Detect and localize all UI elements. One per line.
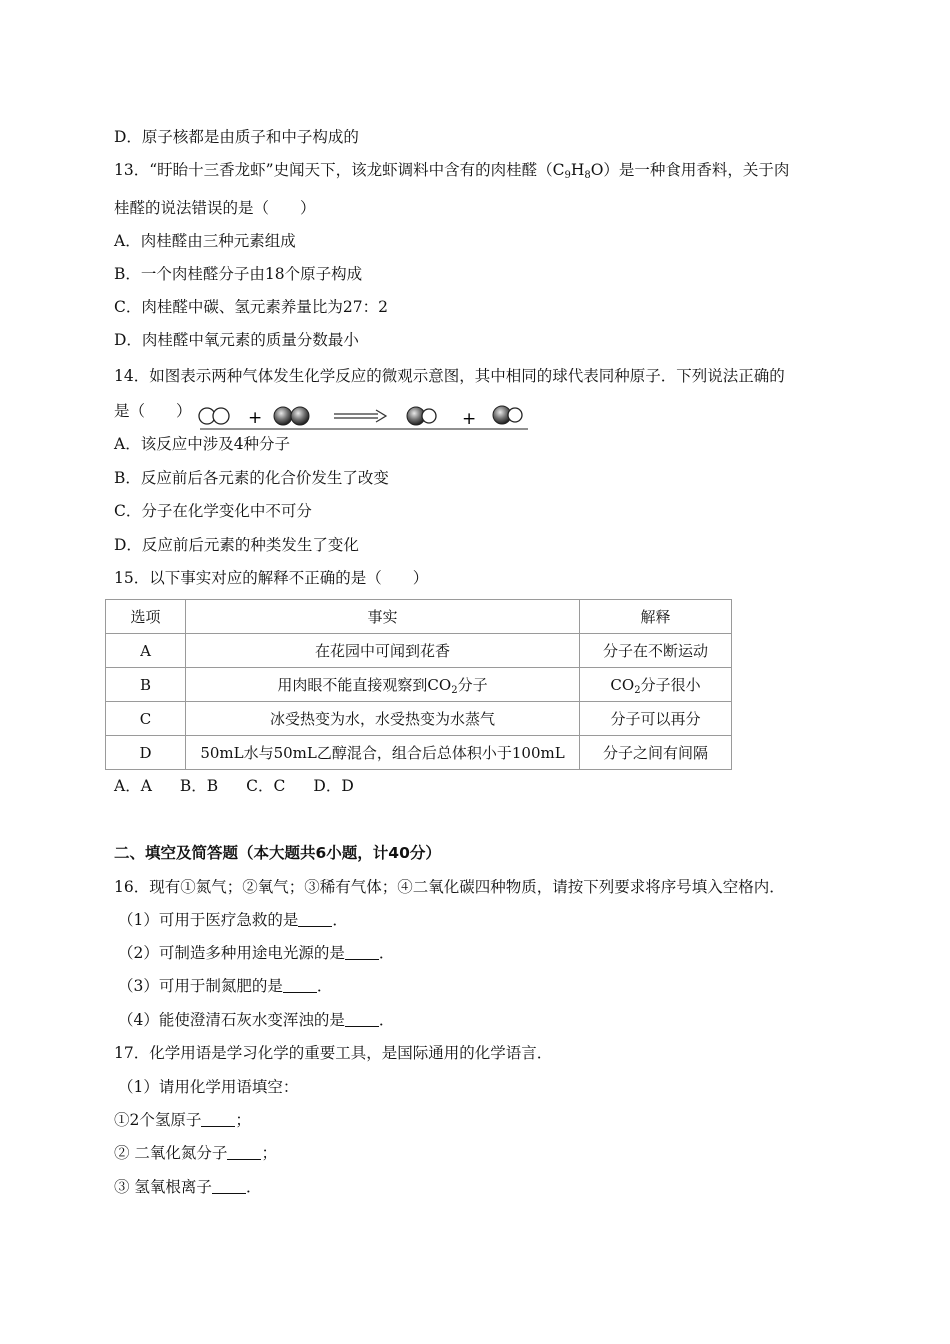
facts-table <box>105 599 732 770</box>
q12-option-d: D．原子核都是由质子和中子构成的 <box>114 128 359 146</box>
q13-stem <box>114 160 789 186</box>
table-row <box>106 702 732 736</box>
q13-stem-post: O）是一种食用香料，关于肉 <box>590 161 790 179</box>
header-explanation: 解释 <box>580 600 732 634</box>
q13-formula-sub-9: 9 <box>564 170 571 181</box>
answer-blank[interactable] <box>227 1144 261 1160</box>
row-b-expl-post: 分子很小 <box>640 675 701 694</box>
q16-item-4 <box>118 1010 394 1030</box>
q17-item-1-end: ； <box>235 1111 251 1129</box>
q16-item-3 <box>118 976 332 996</box>
plus-sign-1: + <box>248 408 263 428</box>
table-header-row <box>106 600 732 634</box>
q14-option-b: B．反应前后各元素的化合价发生了改变 <box>114 469 389 487</box>
q14-stem-line2: 是（ ） <box>114 402 192 420</box>
q13-option-a: A．肉桂醛由三种元素组成 <box>114 232 296 250</box>
row-a-option: A <box>106 634 186 668</box>
q16-item-2-end: ． <box>378 944 395 962</box>
q16-item-2-text: （2）可制造多种用途电光源的是 <box>118 944 345 962</box>
row-b-expl-sub: 2 <box>634 684 641 696</box>
row-b-fact-pre: 用肉眼不能直接观察到CO <box>277 675 452 694</box>
row-d-explanation: 分子之间有间隔 <box>580 736 732 770</box>
section-title: 二、填空及简答题（本大题共6小题，计40分） <box>114 844 441 862</box>
row-b-fact-sub: 2 <box>451 684 458 696</box>
q16-item-4-end: ． <box>378 1011 395 1029</box>
row-c-explanation: 分子可以再分 <box>580 702 732 736</box>
row-c-option: C <box>106 702 186 736</box>
answer-blank[interactable] <box>283 977 317 993</box>
q16-stem: 16．现有①氮气；②氧气；③稀有气体；④二氧化碳四种物质，请按下列要求将序号填入空格内． <box>114 878 785 896</box>
q17-stem: 17．化学用语是学习化学的重要工具，是国际通用的化学语言． <box>114 1044 553 1062</box>
mixed-molecule-1 <box>407 407 436 425</box>
q13-formula-h: H <box>570 161 585 179</box>
q14-option-a: A．该反应中涉及4种分子 <box>114 435 291 453</box>
q16-item-1-end: ． <box>332 911 348 929</box>
row-b-fact <box>186 668 580 702</box>
q17-item-3-end: ． <box>245 1178 262 1196</box>
q17-item-1-text: ①2个氢原子 <box>114 1111 202 1129</box>
header-fact: 事实 <box>186 600 580 634</box>
plus-sign-2: + <box>462 409 477 429</box>
q17-item-1 <box>114 1110 251 1130</box>
row-d-fact: 50mL水与50mL乙醇混合，组合后总体积小于100mL <box>186 736 580 770</box>
q13-stem-line2: 桂醛的说法错误的是（ ） <box>114 199 316 217</box>
q16-item-1-text: （1）可用于医疗急救的是 <box>118 911 299 929</box>
q16-item-4-text: （4）能使澄清石灰水变浑浊的是 <box>118 1011 345 1029</box>
dark-diatomic-molecule <box>274 407 309 425</box>
q15-answer-b: B．B <box>179 777 219 795</box>
row-d-option: D <box>106 736 186 770</box>
q17-item-2-end: ； <box>261 1144 277 1162</box>
q13-option-c: C．肉桂醛中碳、氢元素养量比为27：2 <box>114 298 388 316</box>
row-a-explanation: 分子在不断运动 <box>580 634 732 668</box>
table-row <box>106 736 732 770</box>
reaction-diagram <box>198 400 530 432</box>
q16-item-1 <box>118 910 348 930</box>
reaction-arrow <box>334 410 386 422</box>
q14-option-c: C．分子在化学变化中不可分 <box>114 502 312 520</box>
row-b-fact-post: 分子 <box>457 675 488 694</box>
table-row <box>106 668 732 702</box>
answer-blank[interactable] <box>201 1111 235 1127</box>
q13-stem-pre: 13．“盱眙十三香龙虾”史闻天下，该龙虾调料中含有的肉桂醛（C <box>114 161 565 179</box>
q14-stem: 14．如图表示两种气体发生化学反应的微观示意图，其中相同的球代表同种原子．下列说法正确的 <box>114 367 785 385</box>
q13-option-d: D．肉桂醛中氧元素的质量分数最小 <box>114 331 359 349</box>
table-row <box>106 634 732 668</box>
answer-blank[interactable] <box>345 1011 379 1027</box>
q13-option-b: B．一个肉桂醛分子由18个原子构成 <box>114 265 363 283</box>
q17-item-3-text: ③ 氢氧根离子 <box>114 1178 212 1196</box>
q15-answer-c: C．C <box>246 777 286 795</box>
q15-answer-a: A．A <box>114 777 152 795</box>
header-option: 选项 <box>106 600 186 634</box>
row-b-explanation <box>580 668 732 702</box>
q14-option-d: D．反应前后元素的种类发生了变化 <box>114 536 359 554</box>
q17-item-2-text: ② 二氧化氮分子 <box>114 1144 228 1162</box>
row-c-fact: 冰受热变为水，水受热变为水蒸气 <box>186 702 580 736</box>
q17-item-3 <box>114 1177 261 1197</box>
mixed-molecule-2 <box>493 406 522 424</box>
q15-answer-d: D．D <box>313 777 354 795</box>
q16-item-3-end: ． <box>316 977 333 995</box>
q16-item-3-text: （3）可用于制氮肥的是 <box>118 977 283 995</box>
row-b-option: B <box>106 668 186 702</box>
q17-sub1: （1）请用化学用语填空： <box>118 1078 299 1096</box>
q13-formula-sub-8: 8 <box>584 170 591 181</box>
q17-item-2 <box>114 1143 277 1163</box>
answer-blank[interactable] <box>345 944 379 960</box>
q16-item-2 <box>118 943 394 963</box>
white-diatomic-molecule <box>199 408 229 424</box>
row-b-expl-pre: CO <box>610 675 635 694</box>
row-a-fact: 在花园中可闻到花香 <box>186 634 580 668</box>
q15-stem: 15．以下事实对应的解释不正确的是（ ） <box>114 569 429 587</box>
q15-answer-options <box>114 776 382 796</box>
answer-blank[interactable] <box>212 1178 246 1194</box>
answer-blank[interactable] <box>298 911 332 927</box>
